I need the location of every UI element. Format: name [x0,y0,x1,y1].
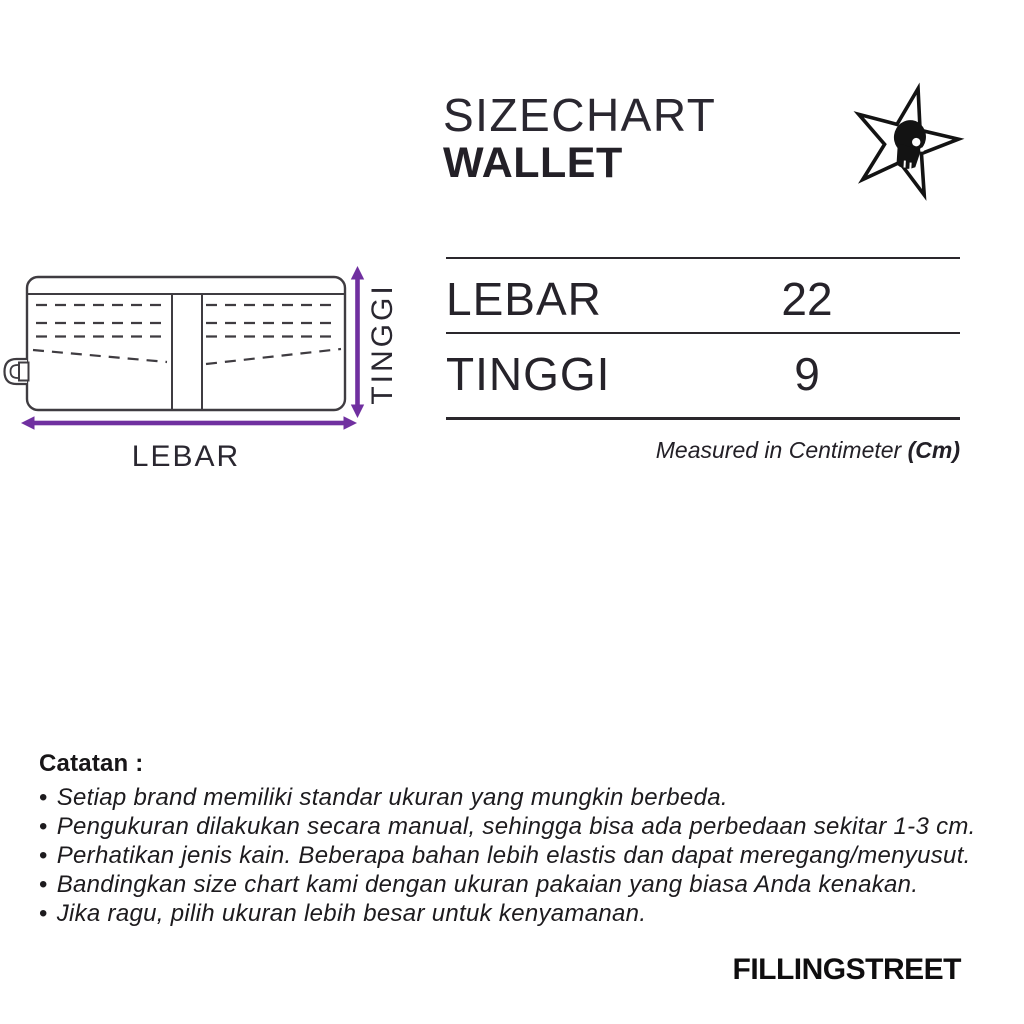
note-text: Perhatikan jenis kain. Beberapa bahan lebih elastis dan dapat meregang/menyusut. [56,842,971,869]
list-item [39,870,999,899]
bullet-icon: • [39,784,48,811]
table-row-label-lebar: LEBAR [446,273,602,325]
diagram-width-label: LEBAR [131,440,241,473]
notes-section [39,751,999,928]
measurement-unit-text: Measured in Centimeter [655,437,908,463]
note-text: Pengukuran dilakukan secara manual, sehingga bisa ada perbedaan sekitar 1-3 cm. [56,813,976,840]
list-item [39,812,999,841]
measurement-unit-note [446,437,960,464]
table-row-value-tinggi: 9 [794,348,820,400]
bullet-icon: • [39,871,48,898]
size-table [446,257,960,487]
note-text: Jika ragu, pilih ukuran lebih besar untuk kenyamanan. [56,900,647,927]
table-divider-bottom [446,417,960,420]
measurement-unit-cm: (Cm) [907,437,960,463]
diagram-height-label: TINGGI [366,283,399,405]
page-title-wallet: WALLET [443,139,623,187]
notes-list [39,783,999,928]
height-arrow [351,266,364,418]
bullet-icon: • [39,842,48,869]
notes-heading: Catatan : [39,750,144,777]
wallet-snap-tab [5,359,29,384]
bullet-icon: • [39,813,48,840]
wallet-outline [27,277,345,410]
table-divider-middle [446,332,960,334]
star-skull-logo-icon [843,76,968,206]
list-item [39,841,999,870]
table-row-value-lebar: 22 [781,273,833,325]
list-item [39,783,999,812]
wallet-diagram [0,250,420,435]
table-row-label-tinggi: TINGGI [446,348,611,400]
note-text: Bandingkan size chart kami dengan ukuran pakaian yang biasa Anda kenakan. [56,871,919,898]
width-arrow [21,416,357,429]
brand-wordmark: FILLINGSTREET [732,953,961,986]
list-item [39,899,999,928]
note-text: Setiap brand memiliki standar ukuran yang mungkin berbeda. [56,784,728,811]
page-title-sizechart: SIZECHART [443,89,717,141]
table-divider-top [446,257,960,259]
bullet-icon: • [39,900,48,927]
